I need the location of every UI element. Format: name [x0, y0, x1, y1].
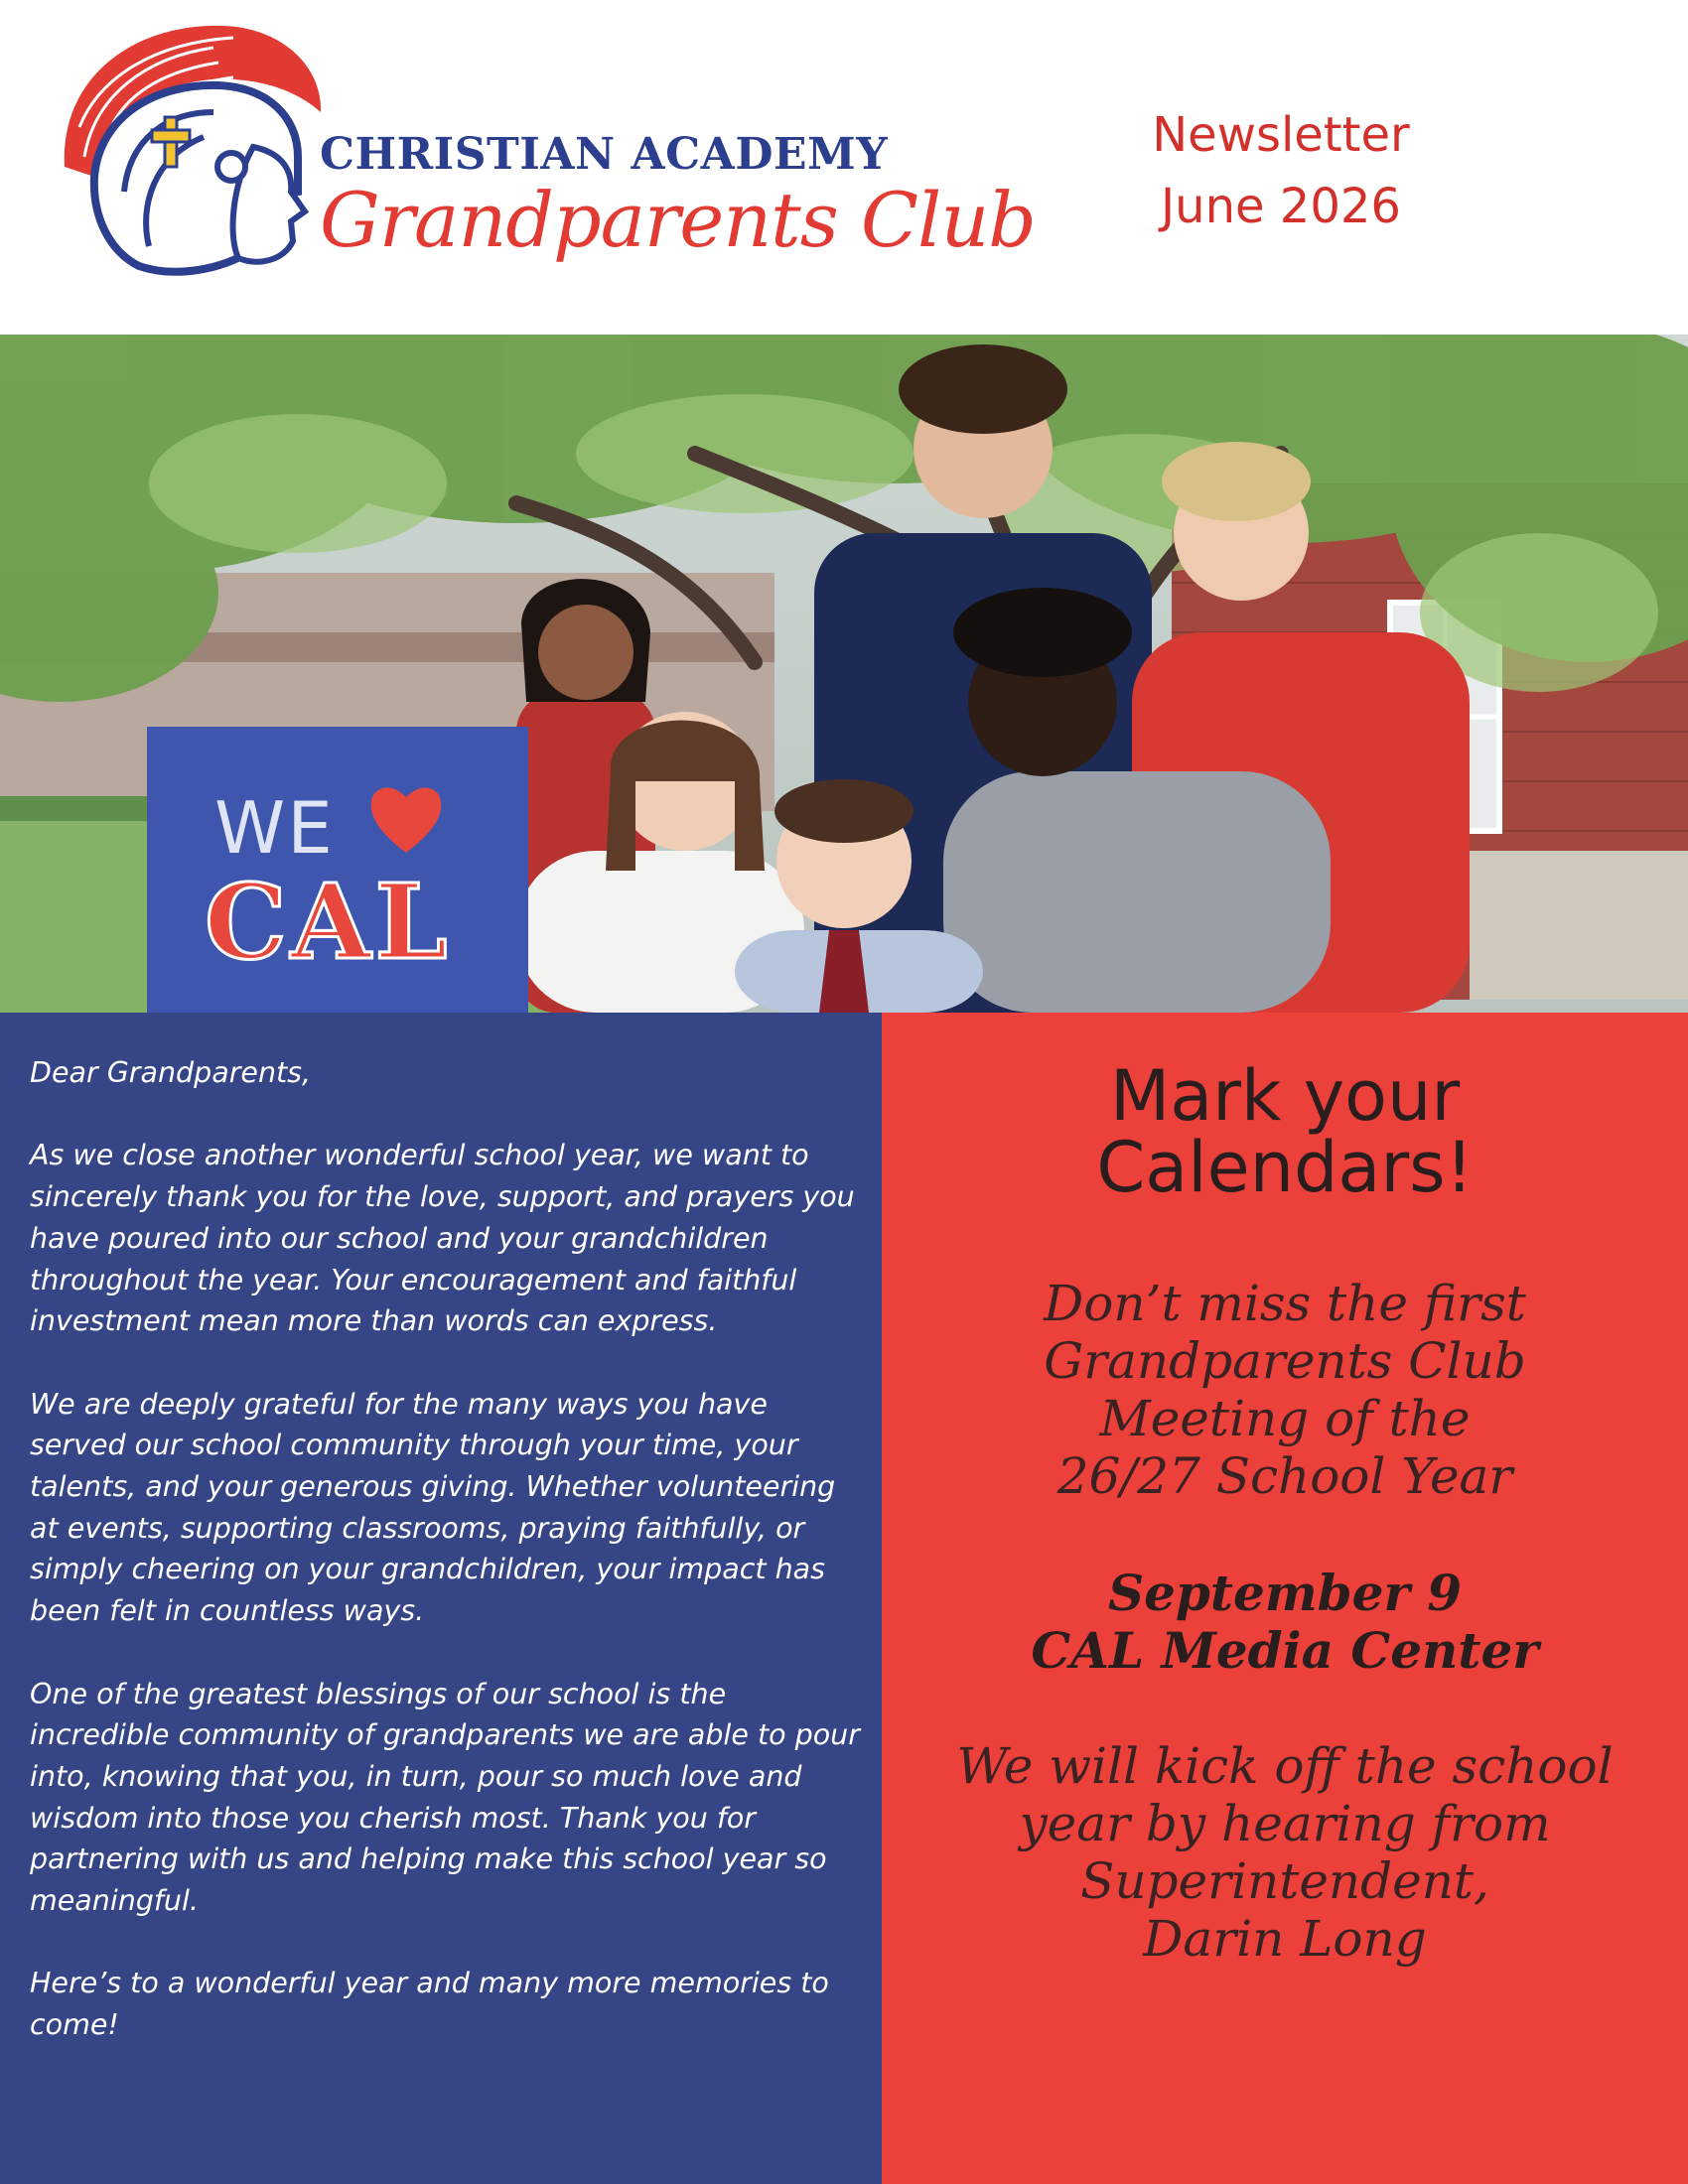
issue-label: Newsletter — [1152, 107, 1410, 163]
letter-paragraph: As we close another wonderful school year, we want to sincerely thank you for the love, support, and prayers you have poured into our school and your grandchildren throughout the year. Your encouragement and faithful investment mean more than words can express. — [30, 1139, 855, 1338]
mark-your-calendars-panel — [882, 1013, 1688, 2184]
club-logo-text — [320, 129, 1036, 264]
meeting-detail: We will kick off the school year by hearing from Superintendent, Darin Long — [956, 1737, 1614, 1968]
students-photo — [0, 335, 1688, 1013]
letter-paragraph: We are deeply grateful for the many ways you have served our school community through your time, your talents, and your generous giving. Whether volunteering at events, supporting classrooms, praying faithfully, or simply cheering on your grandchildren, your impact has been felt in countless ways. — [30, 1387, 836, 1628]
sign-cal-text: CAL — [205, 861, 452, 983]
letter-closing: Here’s to a wonderful year and many more memories to come! — [30, 1967, 829, 2042]
logo-school-name: CHRISTIAN ACADEMY — [320, 129, 889, 180]
meeting-invite: Don’t miss the first Grandparents Club Meeting of the 26/27 School Year — [1044, 1275, 1526, 1505]
calendar-heading: Mark your Calendars! — [1096, 1055, 1474, 1208]
newsletter-header — [0, 0, 1688, 335]
letter-body — [30, 1052, 864, 2088]
issue-info — [1142, 99, 1420, 242]
letter-paragraph: One of the greatest blessings of our school is the incredible community of grandparents we are able to pour into, knowing that you, in turn, pour so much love and wisdom into those you cherish most. Thank you for partnering with us and helping make this school year so meaningful. — [30, 1677, 860, 1918]
meeting-location: CAL Media Center — [1031, 1621, 1539, 1680]
meeting-date: September 9 — [1107, 1564, 1462, 1622]
sign-we-text: WE — [214, 786, 335, 870]
meeting-when-where — [882, 1565, 1688, 1680]
logo-club-name: Grandparents Club — [320, 176, 1036, 264]
spartan-helmet-cross-icon — [55, 18, 333, 296]
we-love-cal-sign — [147, 727, 528, 1013]
grandparents-letter — [0, 1013, 882, 2184]
issue-date: June 2026 — [1161, 179, 1401, 234]
letter-greeting: Dear Grandparents, — [30, 1056, 312, 1089]
heart-icon — [367, 781, 445, 857]
